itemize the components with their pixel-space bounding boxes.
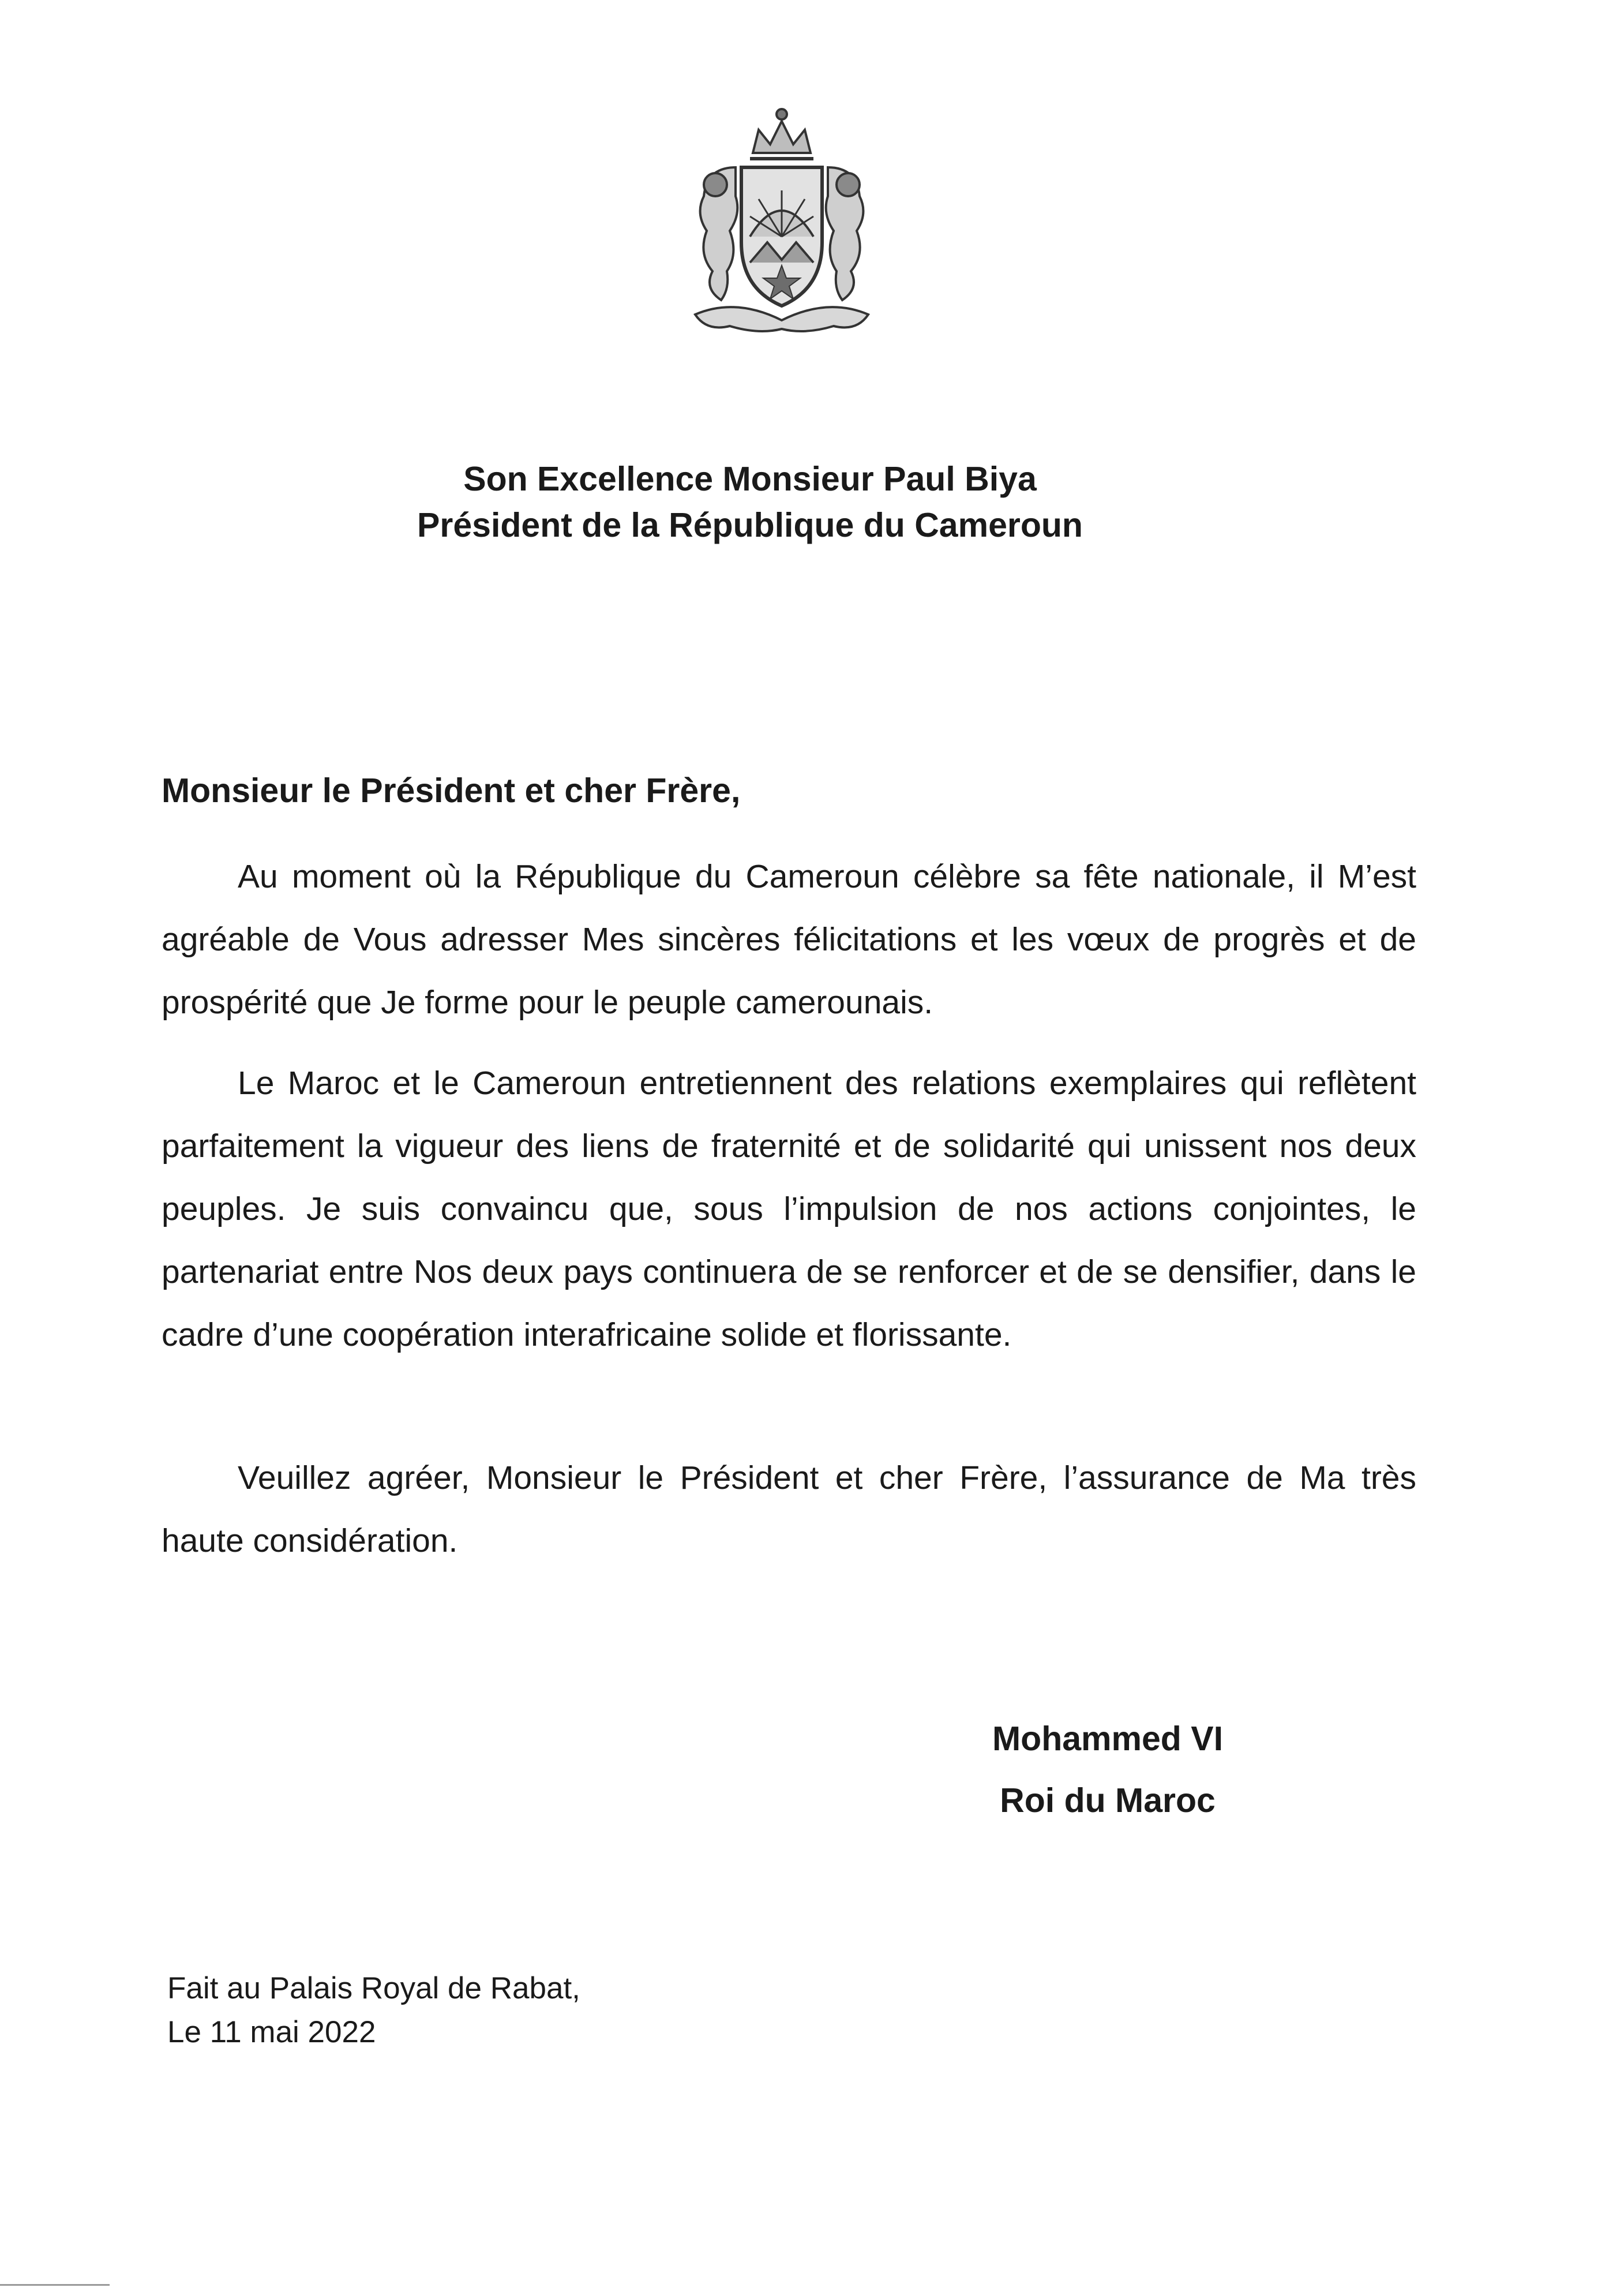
scan-edge-mark <box>0 2284 110 2286</box>
body-paragraph-2: Le Maroc et le Cameroun entretiennent des relations exemplaires qui reflètent parfaitement la vigueur des liens de fraternité et de solidarité qui unissent nos deux peuples. Je suis convaincu que, sous l’impulsion de nos actions conjointes, le partenariat entre Nos deux pays continuera de se renforcer et de se densifier, dans le cadre d’une coopération interafricaine solide et florissante. <box>162 1065 1416 1353</box>
addressee-title: Président de la République du Cameroun <box>417 506 1083 544</box>
royal-coat-of-arms-icon <box>672 98 891 340</box>
salutation: Monsieur le Président et cher Frère, <box>162 772 741 810</box>
place-date-block <box>167 1967 580 2054</box>
signatory-name: Mohammed VI <box>992 1720 1223 1758</box>
body-paragraph-1: Au moment où la République du Cameroun célèbre sa fête nationale, il M’est agréable de Vous adresser Mes sincères félicitations et les vœux de progrès et de prospérité que Je forme pour le peuple camerounais. <box>162 858 1416 1021</box>
addressee-block <box>0 456 1500 548</box>
place-line: Fait au Palais Royal de Rabat, <box>167 1971 580 2005</box>
signatory-title: Roi du Maroc <box>1000 1781 1216 1819</box>
signature-block <box>917 1708 1298 1832</box>
body-paragraph-3: Veuillez agréer, Monsieur le Président et cher Frère, l’assurance de Ma très haute considération. <box>162 1459 1416 1559</box>
date-line: Le 11 mai 2022 <box>167 2015 376 2049</box>
addressee-name: Son Excellence Monsieur Paul Biya <box>463 460 1037 498</box>
